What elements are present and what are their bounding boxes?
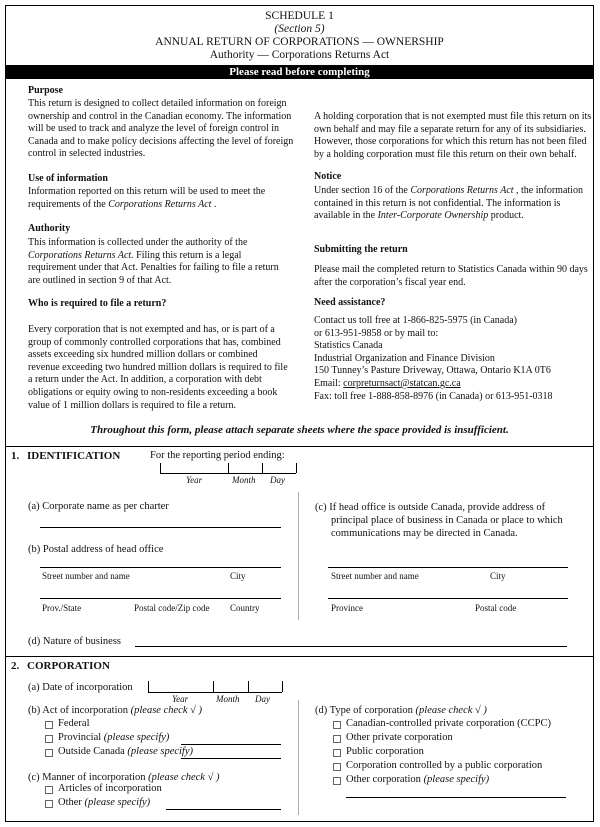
section-1-title: IDENTIFICATION bbox=[27, 450, 121, 462]
email-link[interactable]: corpreturnsact@statcan.gc.ca bbox=[343, 377, 461, 389]
notice-text: Under section 16 of the Corporations Returns Act , the information contained in this return is not confidential. The information is available in the Inter-Corporate Ownership product. bbox=[314, 185, 583, 222]
attach-notice: Throughout this form, please attach separate sheets where the space provided is insufficient. bbox=[90, 424, 509, 436]
head-office-outside-label: (c) If head office is outside Canada, provide address of principal place of business in Canada or place to which communications may be directed in Canada. bbox=[315, 502, 563, 539]
federal-label: Federal bbox=[58, 718, 90, 729]
type-corporation-label: (d) Type of corporation (please check √ ) bbox=[315, 705, 487, 716]
nature-business-label: (d) Nature of business bbox=[28, 636, 122, 647]
ccpc-checkbox[interactable] bbox=[333, 721, 341, 729]
read-banner: Please read before completing bbox=[6, 65, 593, 79]
country-label: Country bbox=[230, 603, 260, 613]
period-month-label: Month bbox=[232, 475, 256, 485]
c-postal-label: Postal code bbox=[475, 603, 517, 613]
who-heading: Who is required to file a return? bbox=[28, 298, 167, 309]
provincial-checkbox[interactable] bbox=[45, 735, 53, 743]
authority-heading: Authority bbox=[28, 223, 71, 234]
street-field[interactable] bbox=[40, 567, 281, 568]
submit-text: Please mail the completed return to Statistics Canada within 90 days after the corporation’s fiscal year end. bbox=[314, 264, 588, 288]
form-title: ANNUAL RETURN OF CORPORATIONS — OWNERSHIP bbox=[155, 36, 444, 48]
section-2-number: 2. bbox=[11, 660, 20, 672]
controlled-by-public-label: Corporation controlled by a public corporation bbox=[346, 760, 543, 771]
section-ref: (Section 5) bbox=[274, 23, 325, 35]
other-corporation-checkbox[interactable] bbox=[333, 777, 341, 785]
notice-heading: Notice bbox=[314, 171, 342, 182]
period-year-label: Year bbox=[186, 475, 203, 485]
corporate-name-field[interactable] bbox=[40, 527, 281, 528]
assist-text: Contact us toll free at 1-866-825-5975 (in Canada) or 613-951-9858 or by mail to: Statistics Canada Industrial Organization and Finance Division 150 Tunney’s Pasture Driveway, Ottawa, Ontario K1A 0T6 Email: corpreturnsact@statcan.gc.ca Fax: toll free 1-888-858-8976 (in Canada) or 613-951-0318 bbox=[314, 315, 553, 402]
c-province-postal-field[interactable] bbox=[328, 598, 568, 599]
assist-heading: Need assistance? bbox=[314, 297, 386, 308]
inc-month-label: Month bbox=[216, 694, 240, 704]
other-corporation-label: Other corporation (please specify) bbox=[346, 774, 490, 785]
inc-day-label: Day bbox=[255, 694, 270, 704]
other-private-label: Other private corporation bbox=[346, 732, 453, 743]
section-2-title: CORPORATION bbox=[27, 660, 110, 672]
provincial-label: Provincial (please specify) bbox=[58, 732, 170, 743]
manner-incorporation-label: (c) Manner of incorporation (please check √ ) bbox=[28, 772, 220, 783]
schedule-title: SCHEDULE 1 bbox=[265, 10, 334, 22]
inc-year-label: Year bbox=[172, 694, 189, 704]
city-label: City bbox=[230, 571, 246, 581]
ccpc-label: Canadian-controlled private corporation (CCPC) bbox=[346, 718, 551, 729]
authority-line: Authority — Corporations Returns Act bbox=[209, 49, 390, 61]
prov-label: Prov./State bbox=[42, 603, 82, 613]
c-province-label: Province bbox=[331, 603, 363, 613]
federal-checkbox[interactable] bbox=[45, 721, 53, 729]
prov-postal-country-field[interactable] bbox=[40, 598, 281, 599]
c-city-label: City bbox=[490, 571, 506, 581]
articles-checkbox[interactable] bbox=[45, 786, 53, 794]
incorporation-date-label: (a) Date of incorporation bbox=[28, 682, 133, 693]
act-incorporation-label: (b) Act of incorporation (please check √ ) bbox=[28, 705, 202, 716]
authority-text: This information is collected under the authority of the Corporations Returns Act. Filing this return is a legal requirement under that Act. Penalties for failing to file a return are outlined in section 9 of that Act. bbox=[28, 237, 279, 286]
nature-business-field[interactable] bbox=[135, 646, 567, 647]
period-day-label: Day bbox=[270, 475, 285, 485]
period-label: For the reporting period ending: bbox=[150, 450, 285, 461]
submit-heading: Submitting the return bbox=[314, 244, 408, 255]
holding-text: A holding corporation that is not exempted must file this return on its own behalf and may file a separate return for any of its subsidiaries. However, those corporations for which this return has not been filed by a holding corporation must file this return on their own behalf. bbox=[314, 111, 592, 160]
purpose-text: This return is designed to collect detailed information on foreign ownership and control in the Canadian economy. The information will be used to track and analyze the level of foreign control in Canada and to make policy decisions affecting the level of foreign control in selected industries. bbox=[28, 98, 294, 160]
c-street-field[interactable] bbox=[328, 567, 568, 568]
other-manner-label: Other (please specify) bbox=[58, 797, 151, 808]
outside-canada-specify-field[interactable] bbox=[181, 758, 281, 759]
outside-canada-checkbox[interactable] bbox=[45, 749, 53, 757]
other-manner-checkbox[interactable] bbox=[45, 800, 53, 808]
column-divider bbox=[298, 492, 299, 620]
use-text: Information reported on this return will be used to meet the requirements of the Corporations Returns Act . bbox=[28, 186, 266, 210]
street-label: Street number and name bbox=[42, 571, 130, 581]
section-divider bbox=[6, 446, 593, 447]
column-divider-2 bbox=[298, 700, 299, 815]
section-divider-2 bbox=[6, 656, 593, 657]
who-text: Every corporation that is not exempted and has, or is part of a group of commonly controlled corporations that has, combined assets exceeding six hundred million dollars or combined revenue exceeding two hundred million dollars is required to file a return under the Act. In addition, a corporation with debt obligations or equity owing to non-residents exceeding a book value of 1 million dollars is required to file a return. bbox=[28, 324, 288, 411]
postal-address-label: (b) Postal address of head office bbox=[28, 544, 164, 555]
public-checkbox[interactable] bbox=[333, 749, 341, 757]
provincial-specify-field[interactable] bbox=[181, 744, 281, 745]
other-corporation-specify-field[interactable] bbox=[346, 797, 566, 798]
use-heading: Use of information bbox=[28, 173, 108, 184]
postal-label: Postal code/Zip code bbox=[134, 603, 210, 613]
outside-canada-label: Outside Canada (please specify) bbox=[58, 746, 194, 757]
other-manner-specify-field[interactable] bbox=[166, 809, 281, 810]
section-1-number: 1. bbox=[11, 450, 20, 462]
other-private-checkbox[interactable] bbox=[333, 735, 341, 743]
public-label: Public corporation bbox=[346, 746, 424, 757]
corporate-name-label: (a) Corporate name as per charter bbox=[28, 501, 169, 512]
controlled-by-public-checkbox[interactable] bbox=[333, 763, 341, 771]
purpose-heading: Purpose bbox=[28, 85, 63, 96]
articles-label: Articles of incorporation bbox=[58, 783, 162, 794]
c-street-label: Street number and name bbox=[331, 571, 419, 581]
